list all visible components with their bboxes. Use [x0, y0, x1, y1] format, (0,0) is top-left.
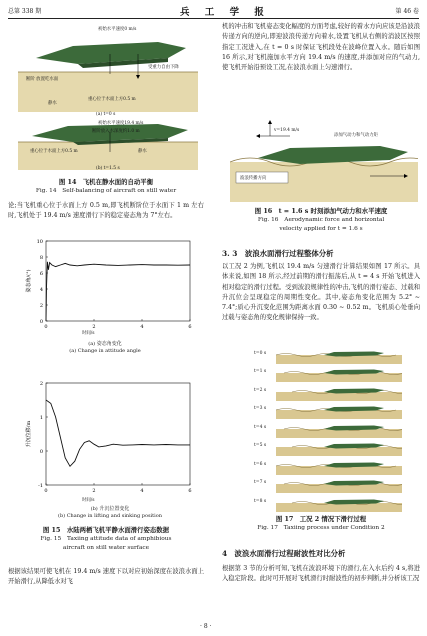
label-b-step: 断阶放入水深度约1.0 m	[92, 129, 140, 134]
right-paragraph-3: 根据第 3 节的分析可知,飞机在波浪环境下的滑行,在入水后约 4 s,将进入稳定阶段。此时可开展对飞机滑行时耐波性的初步判断,并分析该工况	[222, 565, 420, 583]
section-4-heading: 4 波浪水面滑行过程耐波性对比分析	[222, 549, 346, 558]
left-paragraph-2: 根据该结果可使飞机在 19.4 m/s 速度下以对应初始深度在波浪水面上开始滑行,从降低水对飞	[8, 568, 204, 586]
frame-row	[254, 364, 404, 382]
y-tick-label: 4	[39, 286, 43, 293]
figure-15-caption-en-2: aircraft on still water surface	[62, 545, 150, 551]
subcaption-15b-zh: (b) 升沉位置变化	[90, 506, 130, 512]
label-a-still: 静水	[48, 101, 57, 106]
aero-label: 添加气动力和气动力矩	[334, 133, 378, 138]
frame-row	[254, 494, 404, 512]
frame-image	[276, 438, 402, 456]
subcaption-15b	[40, 506, 180, 520]
subcaption-14b: (b) t=1.5 s	[96, 166, 120, 171]
x-tick-label: 4	[140, 488, 144, 494]
frame-time-label: t=6 s	[254, 461, 267, 467]
frame-time-label: t=5 s	[254, 443, 267, 449]
y-axis-label: 姿态角/(°)	[26, 269, 32, 293]
chart-heave-displacement	[25, 381, 192, 494]
label-a-cg: 重心位于水面上方0.5 m	[88, 97, 136, 102]
figure-16-graphic	[230, 118, 418, 202]
frame-time-label: t=4 s	[254, 424, 267, 430]
subcaption-15a	[60, 341, 150, 355]
y-tick-label: 0	[39, 318, 43, 325]
frame-image	[276, 494, 402, 512]
label-b-cg: 重心位于水面上方0.5 m	[30, 149, 78, 154]
aircraft-16	[258, 146, 408, 164]
frame-image	[276, 475, 402, 493]
label-b-water: 静水	[138, 149, 147, 154]
chart-b-xlabel: 时间/s	[82, 498, 95, 503]
figure-16-caption-en-1: Fig. 16 Aerodynamic force and horizontal	[257, 217, 385, 223]
series-line	[46, 400, 190, 466]
figure-14-caption-zh: 图 14 飞机在静水面的自动平衡	[58, 178, 154, 186]
figure-14	[18, 24, 198, 174]
wave-direction-label: 波浪传播方向	[240, 176, 267, 181]
figure-17-caption-zh: 图 17 工况 2 情况下滑行过程	[275, 515, 367, 523]
journal-title: 兵 工 学 报	[180, 7, 270, 18]
y-tick-label: 10	[36, 238, 43, 245]
velocity-arrow-head	[256, 134, 260, 138]
x-tick-label: 6	[188, 488, 192, 494]
y-tick-label: 8	[39, 254, 43, 261]
y-tick-label: 1	[39, 414, 43, 421]
frame-image	[276, 457, 402, 475]
subcaption-15a-en: (a) Change in attitude angle	[69, 348, 141, 354]
x-tick-label: 4	[140, 324, 144, 330]
figure-15-caption-en	[8, 535, 204, 553]
figure-15-caption-en-1: Fig. 15 Taxiing attitude data of amphibious	[40, 536, 172, 542]
frame-time-label: t=8 s	[254, 498, 267, 504]
figure-16-caption-en-2: velocity applied for t = 1.6 s	[279, 226, 363, 232]
frame-time-label: t=0 s	[254, 351, 267, 356]
header-rule	[8, 18, 419, 19]
frame-row	[254, 457, 404, 475]
x-tick-label: 6	[188, 324, 192, 330]
right-paragraph-1: 机的冲击和飞机姿态变化幅度的方面考虑,较好的着水方向应该是沿波浪传递方向的逆向,即迎波浪传递方向着水,设置飞机从右侧的消波区按照指定工况进入,在 t = 0 s 时保证飞机段处在波峰位置入水。随后如图 16 所示,对飞机施加水平方向 19.4 m/s 的速度,并添加对应的气动力,使飞机开始沿预设工况,在波浪水面上匀速滑行。	[222, 23, 420, 72]
x-tick-label: 2	[92, 324, 96, 330]
figure-15-charts	[8, 237, 204, 535]
label-b-speed: 初始水平速度19.4 m/s	[98, 121, 144, 126]
chart-a-xlabel: 时间/s	[82, 331, 95, 336]
frame-image	[276, 420, 402, 438]
frame-row	[254, 475, 404, 493]
frame-time-label: t=3 s	[254, 406, 267, 412]
frame-time-label: t=2 s	[254, 387, 267, 393]
y-tick-label: 2	[39, 302, 43, 309]
y-tick-label: -1	[38, 482, 43, 489]
right-paragraph-2: 以工况 2 为例,飞机以 19.4 m/s 匀速滑行计算结果如图 17 所示。具体来说,如图 18 所示,经过前期的滑行振荡后,从 t = 4 s 开始飞机进入相对稳定的滑行过程。受到波浪规律性的冲击,飞机的滑行姿态、过载和升沉位会呈现稳定的周期性变化。其中,姿态角变化范围为 5.2° ~ 7.4°;质心升沉变化范围为距离水面 0.30 ~ 0.52 m。飞机质心处垂向过载与姿态角的变化规律保持一致。	[222, 263, 420, 322]
label-a-speed: 初始水平速度0 m/s	[98, 27, 137, 32]
plot-frame	[46, 383, 190, 485]
chart-attitude-angle	[25, 239, 192, 330]
frame-row	[254, 383, 404, 401]
frame-row	[254, 420, 404, 438]
frame-row	[254, 346, 404, 364]
volume-number: 第 46 卷	[395, 8, 419, 15]
label-a-gravity: 受重力自由下降	[148, 65, 179, 70]
figure-16-caption-zh: 图 16 t = 1.6 s 时刻添加气动力和水平速度	[254, 207, 388, 215]
frame-time-label: t=7 s	[254, 480, 267, 486]
subcaption-14a: (a) t=0 s	[96, 112, 116, 117]
y-axis-label: 升沉位移/m	[26, 420, 32, 448]
subcaption-15a-zh: (a) 姿态角变化	[88, 341, 122, 347]
frame-image	[276, 383, 402, 401]
figure-16	[230, 118, 418, 202]
label-a-step: 断阶 放置吃水面	[26, 77, 59, 82]
figure-15-caption-zh: 图 15 水陆两栖飞机平静水面滑行姿态数据	[42, 526, 170, 534]
frame-image	[276, 401, 402, 419]
left-paragraph-1: 论;当飞机重心位于水面上方 0.5 m,即飞机断阶位于水面下 1 m 左右时,飞机处于 19.4 m/s 速度滑行下的稳定姿态角为 7°左右。	[8, 202, 204, 220]
y-tick-label: 2	[39, 380, 43, 387]
frame-row	[254, 438, 404, 456]
frame-row	[254, 401, 404, 419]
frame-image	[276, 346, 402, 364]
series-line	[46, 262, 190, 321]
velocity-label: v=19.4 m/s	[274, 128, 300, 133]
subcaption-15b-en: (b) Change in lifting and sinking position	[58, 513, 162, 519]
figure-17	[254, 346, 404, 512]
page-number: · 8 ·	[200, 623, 212, 630]
frame-time-label: t=1 s	[254, 369, 267, 375]
x-tick-label: 0	[44, 488, 48, 494]
figure-16-caption-en	[222, 216, 420, 234]
issue-number: 总第 338 期	[8, 8, 42, 15]
section-3-3-heading: 3. 3 波浪水面滑行过程整体分析	[222, 249, 334, 258]
figure-17-caption-en: Fig. 17 Taxiing process under Condition 2	[257, 525, 385, 531]
plot-frame	[46, 241, 190, 321]
x-tick-label: 2	[92, 488, 96, 494]
y-tick-label: 0	[39, 448, 43, 455]
figure-14-caption-en: Fig. 14 Self-balancing of aircraft on still water	[35, 188, 177, 194]
frame-image	[276, 364, 402, 382]
aero-force-arrow-head	[268, 120, 272, 124]
y-tick-label: 6	[39, 270, 43, 277]
x-tick-label: 0	[44, 324, 48, 330]
